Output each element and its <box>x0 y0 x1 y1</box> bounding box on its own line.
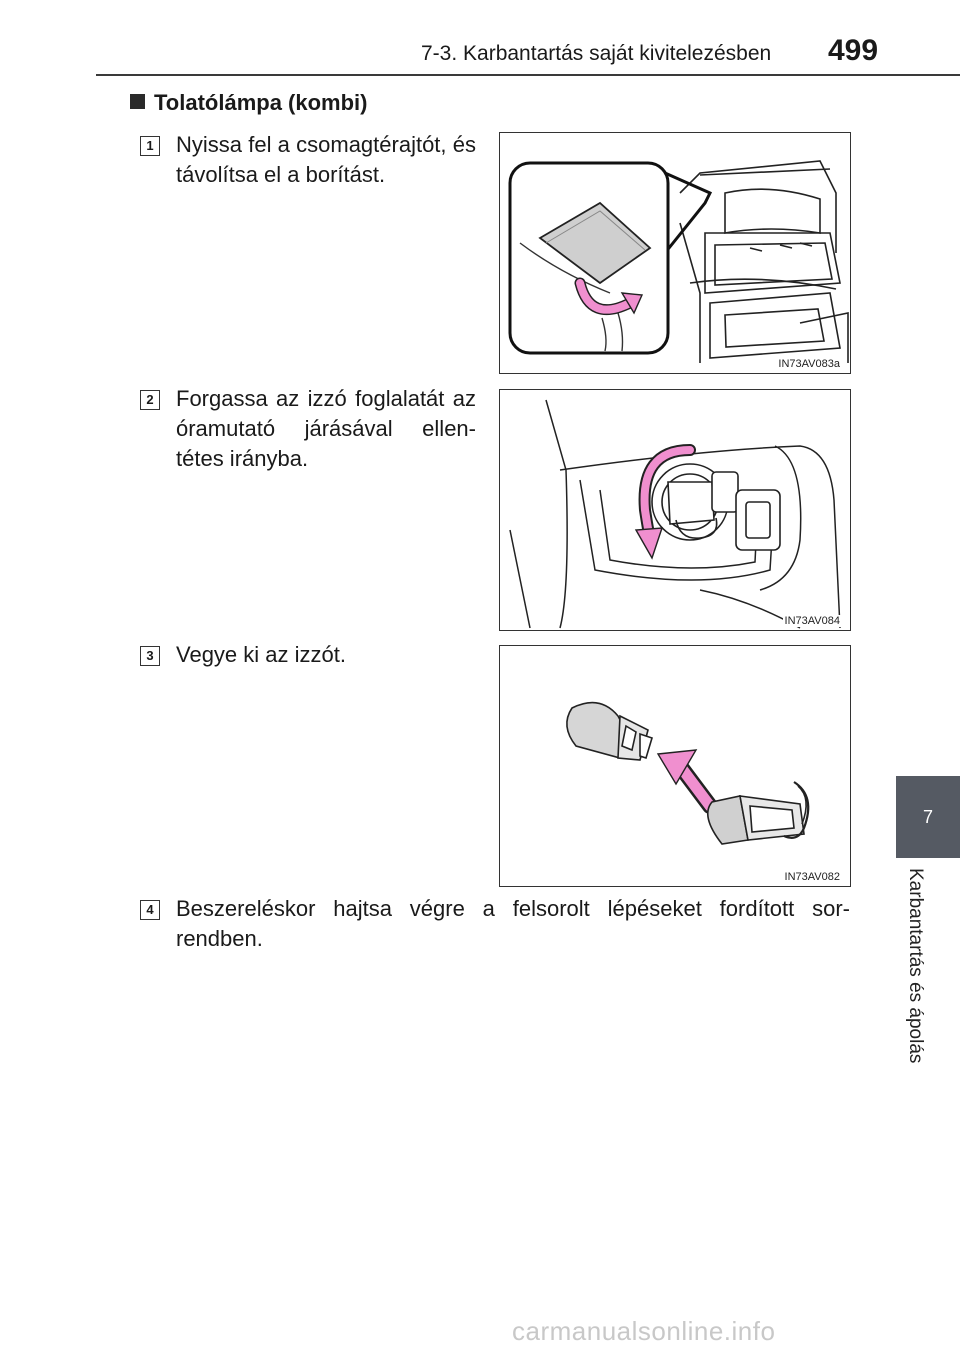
step-text-4: Beszereléskor hajtsa végre a felsorolt lépéseket fordított sor-rendben. <box>176 896 850 951</box>
square-bullet-icon <box>130 94 145 109</box>
socket-rotation-illustration <box>500 390 850 630</box>
step-number-1: 1 <box>140 136 160 156</box>
figure-code: IN73AV082 <box>784 871 840 883</box>
figure-rotate-socket <box>499 389 851 631</box>
header-divider <box>96 74 960 76</box>
tailgate-cover-illustration <box>500 133 850 373</box>
figure-code: IN73AV084 <box>784 615 840 627</box>
step-number-4: 4 <box>140 900 160 920</box>
page-number: 499 <box>828 34 879 67</box>
chapter-tab: 7 <box>896 776 960 858</box>
watermark: carmanualsonline.info <box>512 1316 776 1346</box>
step-text-2: Forgassa az izzó foglalatát az óramutató járásával ellen-tétes irányba. <box>176 386 476 471</box>
bulb-removal-illustration <box>500 646 850 886</box>
chapter-title: Karbantartás és ápolás <box>905 868 926 1064</box>
figure-remove-bulb <box>499 645 851 887</box>
figure-code: IN73AV083a <box>778 358 840 370</box>
step-number-2: 2 <box>140 390 160 410</box>
figure-open-tailgate <box>499 132 851 374</box>
running-header: 7-3. Karbantartás saját kivitelezésben <box>421 42 772 65</box>
step-text-1: Nyissa fel a csomagtérajtót, és távolítsa el a borítást. <box>176 132 476 187</box>
step-number-3: 3 <box>140 646 160 666</box>
step-text-3: Vegye ki az izzót. <box>176 642 346 667</box>
section-title: Tolatólámpa (kombi) <box>154 90 368 115</box>
section-heading <box>130 90 368 116</box>
